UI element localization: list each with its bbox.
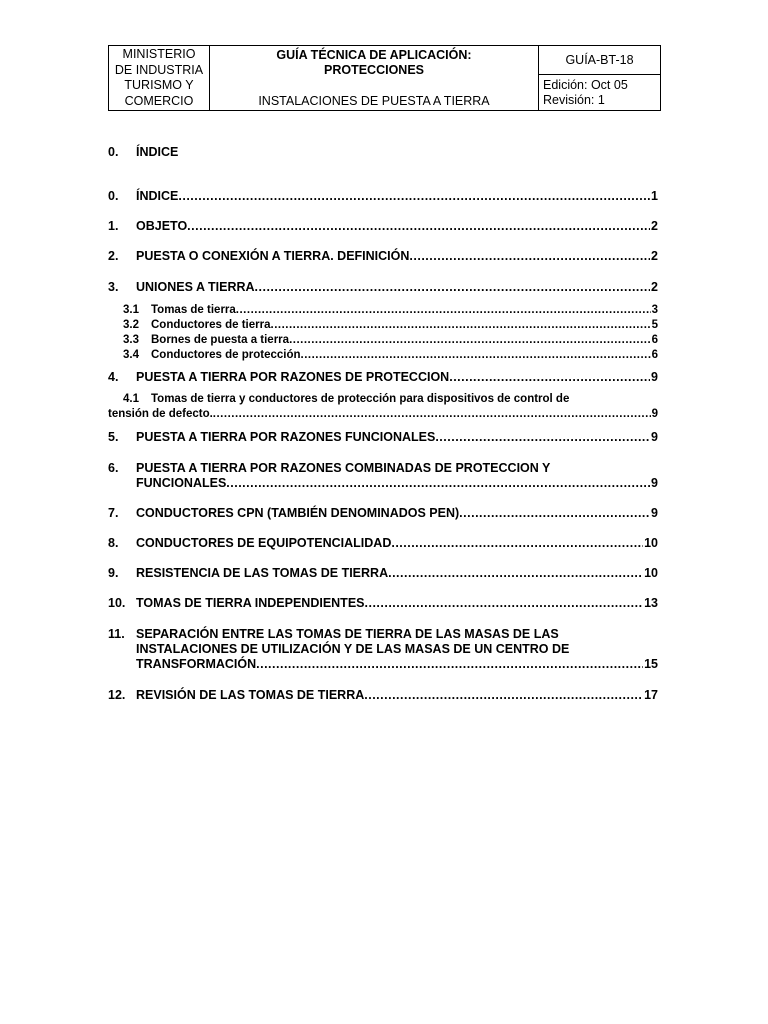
toc-entry-11[interactable]: 11. SEPARACIÓN ENTRE LAS TOMAS DE TIERRA DE LAS MASAS DE LAS INSTALACIONES DE UTILIZACIÓN Y DE LAS MASAS DE UN CENTRO DE TRANSFORMACIÓN ..... 15 — [108, 627, 658, 672]
index-heading: 0. ÍNDICE — [108, 145, 179, 159]
toc-page-number: 10 — [644, 536, 658, 550]
toc-page-number: 9 — [651, 370, 658, 384]
toc-entry-3-1[interactable]: 3.1 Tomas de tierra ..... 3 — [108, 303, 658, 318]
toc-entry-1[interactable]: 1. OBJETO ..... 2 — [108, 219, 658, 234]
guide-subtitle: INSTALACIONES DE PUESTA A TIERRA — [258, 94, 490, 108]
guide-title-cell — [210, 46, 539, 111]
toc-page-number: 2 — [651, 249, 658, 263]
toc-page-number: 2 — [651, 219, 658, 233]
guide-title: GUÍA TÉCNICA DE APLICACIÓN: PROTECCIONES — [276, 48, 472, 77]
toc-entry-3-2[interactable]: 3.2 Conductores de tierra ..... 5 — [108, 318, 658, 333]
toc-page-number: 9 — [651, 506, 658, 520]
toc-entry-5[interactable]: 5. PUESTA A TIERRA POR RAZONES FUNCIONALES ..... 9 — [108, 430, 658, 445]
toc-entry-8[interactable]: 8. CONDUCTORES DE EQUIPOTENCIALIDAD ..... 10 — [108, 536, 658, 551]
toc-page-number: 1 — [651, 189, 658, 203]
toc-entry-4[interactable]: 4. PUESTA A TIERRA POR RAZONES DE PROTECCION ..... 9 — [108, 370, 658, 385]
revision-label: Revisión: 1 — [543, 92, 605, 107]
toc-page-number: 17 — [644, 688, 658, 702]
toc-page-number: 6 — [651, 349, 658, 361]
toc-entry-9[interactable]: 9. RESISTENCIA DE LAS TOMAS DE TIERRA ..... 10 — [108, 566, 658, 581]
toc-entry-12[interactable]: 12. REVISIÓN DE LAS TOMAS DE TIERRA ..... 17 — [108, 688, 658, 703]
toc-entry-3-3[interactable]: 3.3 Bornes de puesta a tierra ..... 6 — [108, 333, 658, 348]
toc-page-number: 2 — [651, 280, 658, 294]
toc-entry-0[interactable]: 0. ÍNDICE ..... 1 — [108, 189, 658, 204]
toc-page-number: 9 — [651, 408, 658, 420]
edition-info — [539, 75, 661, 111]
toc-entry-6[interactable]: 6. PUESTA A TIERRA POR RAZONES COMBINADAS DE PROTECCION Y FUNCIONALES ..... 9 — [108, 461, 658, 491]
toc-entry-10[interactable]: 10. TOMAS DE TIERRA INDEPENDIENTES ..... 13 — [108, 596, 658, 611]
toc-page-number: 9 — [651, 430, 658, 444]
toc-entry-4-1[interactable]: 4.1 Tomas de tierra y conductores de protección para dispositivos de control de tensión de defecto. ..... 9 — [108, 392, 658, 422]
toc-entry-2[interactable]: 2. PUESTA O CONEXIÓN A TIERRA. DEFINICIÓN ..... 2 — [108, 249, 658, 264]
toc-page-number: 13 — [644, 596, 658, 610]
document-header — [108, 45, 661, 111]
toc-page-number: 9 — [651, 476, 658, 490]
toc-page-number: 5 — [651, 319, 658, 331]
guide-code: GUÍA-BT-18 — [539, 46, 661, 75]
toc-page-number: 6 — [651, 334, 658, 346]
toc-page-number: 10 — [644, 566, 658, 580]
toc-entry-3-4[interactable]: 3.4 Conductores de protección ..... 6 — [108, 348, 658, 363]
toc-entry-7[interactable]: 7. CONDUCTORES CPN (TAMBIÉN DENOMINADOS PEN) ..... 9 — [108, 506, 658, 521]
toc-page-number: 15 — [644, 657, 658, 671]
toc-page-number: 3 — [651, 304, 658, 316]
toc-entry-3[interactable]: 3. UNIONES A TIERRA ..... 2 — [108, 280, 658, 295]
edition-label: Edición: Oct 05 — [543, 77, 628, 92]
ministry-name: MINISTERIO DE INDUSTRIA TURISMO Y COMERCIO — [109, 46, 210, 111]
